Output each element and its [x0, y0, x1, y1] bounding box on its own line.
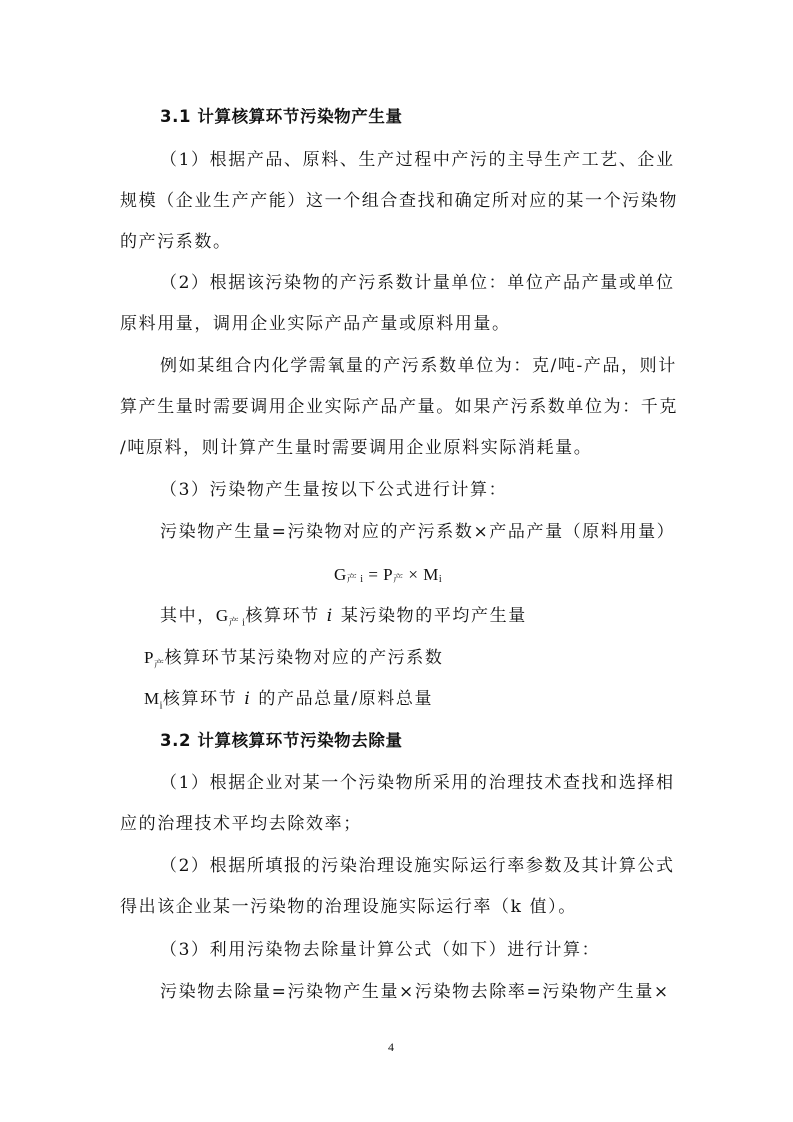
- paragraph-line: （1）根据产品、原料、生产过程中产污的主导生产工艺、企业: [160, 150, 675, 170]
- def-symbol: G: [215, 606, 229, 625]
- def-lead: 其中，: [160, 606, 216, 626]
- paragraph-line: 算产生量时需要调用企业实际产品产量。如果产污系数单位为：千克: [120, 397, 678, 417]
- formula: [334, 566, 442, 585]
- paragraph-line: 得出该企业某一污染物的治理设施实际运行率（k 值）。: [120, 897, 577, 917]
- page-number: 4: [388, 1040, 394, 1054]
- paragraph-line: （2）根据该污染物的产污系数计量单位：单位产品产量或单位: [160, 273, 675, 293]
- definition-p: [144, 649, 443, 670]
- formula-text: 污染物去除量=污染物产生量×污染物去除率=污染物产生量×: [160, 982, 670, 1002]
- formula-g-sub: 产 i: [346, 574, 364, 585]
- def-variable: i: [244, 689, 252, 709]
- def-variable: i: [326, 606, 334, 626]
- def-symbol: P: [144, 648, 154, 667]
- formula-g: G: [334, 565, 347, 584]
- paragraph-line: （3）污染物产生量按以下公式进行计算：: [160, 480, 508, 500]
- paragraph-line: （1）根据企业对某一个污染物所采用的治理技术查找和选择相: [160, 773, 675, 793]
- heading-3-1: 3.1 计算核算环节污染物产生量: [160, 107, 403, 126]
- paragraph-line: （2）根据所填报的污染治理设施实际运行率参数及其计算公式: [160, 856, 675, 876]
- paragraph-line: 的产污系数。: [120, 232, 232, 252]
- formula-times: × M: [403, 565, 439, 584]
- paragraph-line: 应的治理技术平均去除效率；: [120, 814, 362, 834]
- paragraph-line: 原料用量，调用企业实际产品产量或原料用量。: [120, 314, 511, 334]
- def-subscript: i: [159, 700, 163, 712]
- def-text: 核算环节某污染物对应的产污系数: [164, 648, 444, 668]
- paragraph-line: （3）利用污染物去除量计算公式（如下）进行计算：: [160, 940, 601, 960]
- def-rest: 某污染物的平均产生量: [333, 606, 527, 626]
- paragraph-line: 规模（企业生产产能）这一个组合查找和确定所对应的某一个污染物: [120, 191, 678, 211]
- def-rest: 的产品总量/原料总量: [251, 689, 434, 709]
- heading-3-2: 3.2 计算核算环节污染物去除量: [160, 731, 403, 750]
- paragraph-line: 例如某组合内化学需氧量的产污系数单位为：克/吨-产品，则计: [160, 356, 677, 376]
- formula-text: 污染物产生量=污染物对应的产污系数×产品产量（原料用量）: [160, 522, 676, 542]
- def-text: 核算环节: [245, 606, 327, 626]
- definition-m: [144, 690, 433, 711]
- def-subscript: 产 i: [228, 617, 246, 629]
- formula-m-sub: i: [438, 574, 443, 585]
- def-symbol: M: [144, 689, 160, 708]
- formula-p-sub: 产: [393, 574, 404, 585]
- definition-g: [160, 607, 527, 628]
- paragraph-line: /吨原料，则计算产生量时需要调用企业原料实际消耗量。: [120, 438, 593, 458]
- def-subscript: 产: [153, 659, 165, 671]
- def-text: 核算环节: [162, 689, 245, 709]
- formula-eq: = P: [363, 565, 394, 584]
